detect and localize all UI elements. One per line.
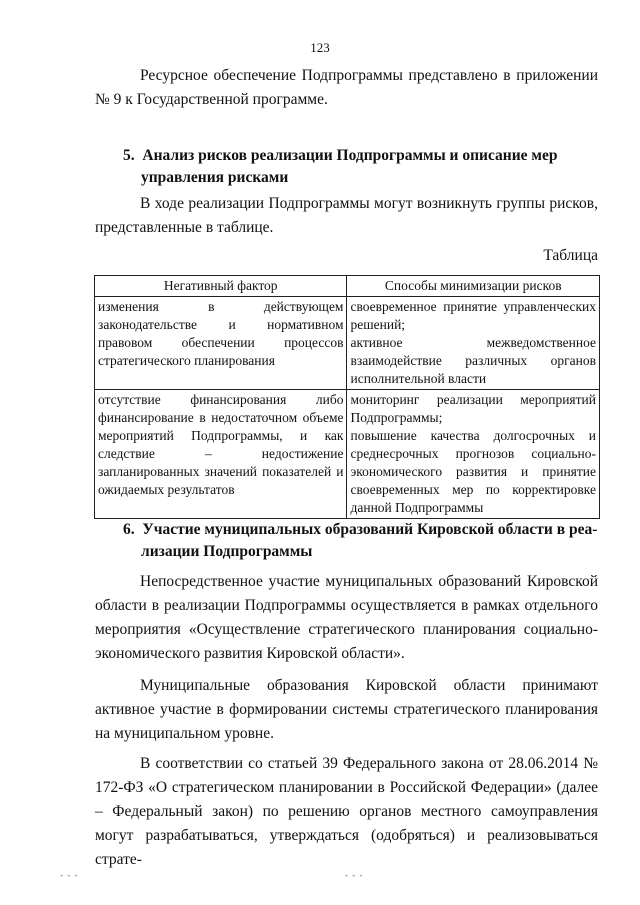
section-5-text: В ходе реализации Подпрограммы могут возникнуть группы рисков, представленные в таблице.: [95, 195, 598, 236]
risk-factor-cell: изменения в действующем законодательстве и нормативном правовом обеспечении процессов стратегического планирования: [95, 297, 347, 390]
table-row: [95, 390, 600, 519]
section-6-paragraph-1: Непосредственное участие муниципальных образований Кировской области в реализации Подпрограммы осуществляется в рамках отдельного мероприятия «Осуществление стратегического планирования социально-экономического развития Кировской области».: [95, 573, 598, 662]
table-row: [95, 297, 600, 390]
section-5-heading: [95, 145, 598, 189]
risk-factor-cell: отсутствие финансирования либо финансирование в недостаточном объеме мероприятий Подпрограммы, и как следствие – недостижение запланированных значений показателей и ожидаемых результатов: [95, 390, 347, 519]
risk-measures-cell: [347, 390, 600, 519]
risks-table: [94, 275, 600, 519]
scan-mark-center: - - -: [345, 870, 364, 880]
measure-item: активное межведомственное взаимодействие различных органов исполнительной власти: [350, 335, 596, 386]
section-6-title-line2: лизации Подпрограммы: [141, 543, 313, 560]
section-6-paragraph-2: Муниципальные образования Кировской области принимают активное участие в формировании системы стратегического планирования на муниципальном уровне.: [95, 677, 598, 742]
risk-measures-cell: [347, 297, 600, 390]
header-minimization-methods: Способы минимизации рисков: [347, 276, 600, 297]
header-negative-factor: Негативный фактор: [95, 276, 347, 297]
section-6-title-line1: Участие муниципальных образований Кировской области в реа-: [142, 521, 598, 538]
section-5-title-line2: управления рисками: [141, 169, 289, 186]
page-number: 123: [310, 40, 330, 55]
table-header-row: [95, 276, 600, 297]
table-caption: Таблица: [543, 247, 598, 264]
measure-item: повышение качества долгосрочных и среднесрочных прогнозов социально-экономического развития и принятие своевременных мер по корректировке данной Подпрограммы: [350, 428, 596, 515]
scan-mark-left: - - -: [60, 870, 79, 880]
section-6-heading: [95, 519, 598, 563]
section-6-paragraph-3: В соответствии со статьей 39 Федерального закона от 28.06.2014 № 172-ФЗ «О стратегическом планировании в Российской Федерации» (далее – Федеральный закон) по решению органов местного самоуправления могут разрабатываться, утверждаться (одобряться) и реализовываться страте-: [95, 755, 598, 868]
measure-item: своевременное принятие управленческих решений;: [350, 299, 596, 332]
section-6-number: 6.: [123, 521, 135, 538]
intro-paragraph: Ресурсное обеспечение Подпрограммы представлено в приложении № 9 к Государственной программе.: [95, 67, 598, 108]
measure-item: мониторинг реализации мероприятий Подпрограммы;: [350, 392, 596, 425]
section-5-title-line1: Анализ рисков реализации Подпрограммы и описание мер: [142, 147, 558, 164]
section-5-number: 5.: [123, 147, 135, 164]
